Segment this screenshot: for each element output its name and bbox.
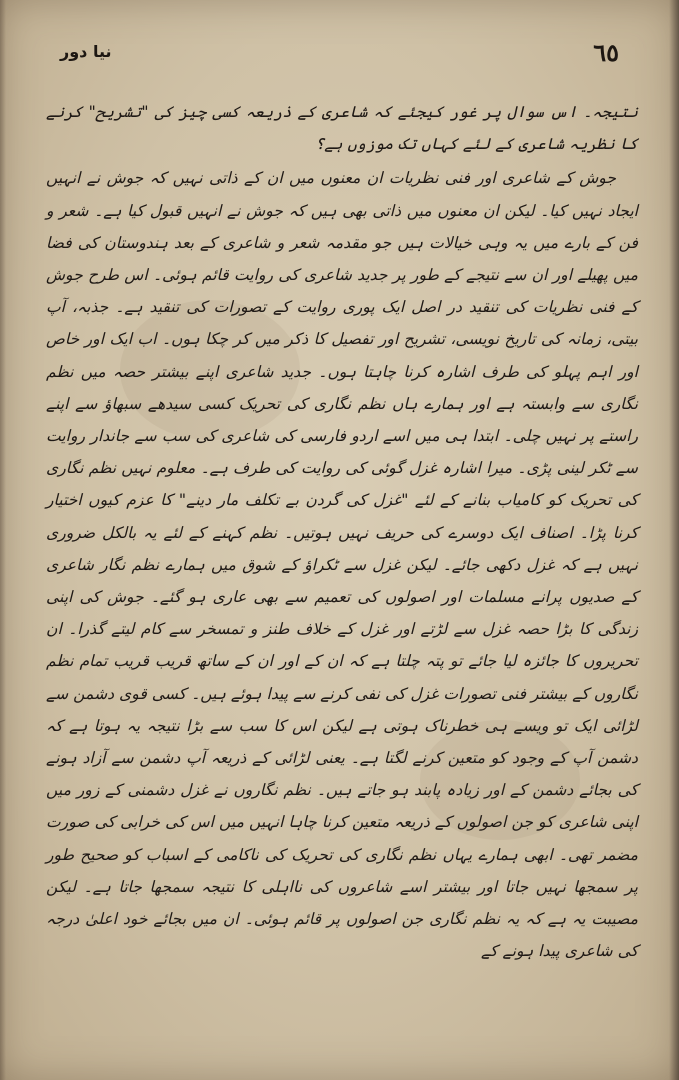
page-binding-shadow: [669, 0, 679, 1080]
body-text: [46, 96, 638, 967]
running-head: [60, 38, 619, 74]
page-number: ٦٥: [593, 38, 619, 67]
journal-name: نیا دور: [60, 42, 112, 61]
page-left-edge: [0, 0, 6, 1080]
paragraph-conclusion: نتیجہ۔ اس سوال پر غور کیجئے کہ شاعری کے ذریعہ کسی چیز کی "تشریح" کرنے کا نظریہ شاعری کے لئے کہاں تک موزوں ہے؟: [46, 103, 638, 154]
paragraph-main: جوش کے شاعری اور فنی نظریات ان معنوں میں ان کے ذاتی نہیں کہ جوش نے انہیں ایجاد نہیں کیا۔ لیکن ان معنوں میں ذاتی بھی ہیں کہ جوش نے انہیں قبول کیا ہے۔ شعر و فن کے بارے میں یہ وہی خیالات ہیں جو مقدمہ شعر و شاعری کے بعد ہندوستان کی فضا میں پھیلے اور ان سے نتیجے کے طور پر جدید شاعری کی روایت قائم ہوئی۔ اس طرح جوش کے فنی نظریات کی تنقید در اصل ایک پوری روایت کے تصورات کی تنقید ہے۔ جذبہ، آپ بیتی، زمانہ کی تاریخ نویسی، تشریح اور تفصیل کا ذکر میں کر چکا ہوں۔ اب ایک اور خاص اور اہم پہلو کی طرف اشارہ کرنا چاہتا ہوں۔ جدید شاعری اپنے بیشتر حصہ میں نظم نگاری سے وابستہ ہے اور ہمارے ہاں نظم نگاری کی تحریک کسی سیدھے سبھاؤ سے اپنے راستے پر نہیں چلی۔ ابتدا ہی میں اسے اردو فارسی کی شاعری کی سب سے جاندار روایت سے ٹکر لینی پڑی۔ میرا اشارہ غزل گوئی کی روایت کی طرف ہے۔ معلوم نہیں نظم نگاری کی تحریک کو کامیاب بنانے کے لئے "غزل کی گردن بے تکلف مار دینے" کا عزم کیوں اختیار کرنا پڑا۔ اصناف ایک دوسرے کی حریف نہیں ہوتیں۔ نظم کہنے کے لئے یہ بالکل ضروری نہیں ہے کہ غزل دکھی جائے۔ لیکن غزل سے ٹکراؤ کے شوق میں ہمارے نظم نگار شاعری کے صدیوں پرانے مسلمات اور اصولوں کی تعمیم سے بھی عاری ہو گئے۔ جوش کی اپنی زندگی کا بڑا حصہ غزل سے لڑتے اور غزل کے خلاف طنز و تمسخر سے کام لیتے گذرا۔ ان تحریروں کا جائزہ لیا جائے تو پتہ چلتا ہے کہ ان کے اور ان کے ساتھ قریب قریب تمام نظم نگاروں کے بیشتر فنی تصورات غزل کی نفی کرنے سے پیدا ہوئے ہیں۔ کسی قوی دشمن سے لڑائی ایک تو ویسے ہی خطرناک ہوتی ہے لیکن اس کا سب سے بڑا نتیجہ یہ ہوتا ہے کہ دشمن آپ کے وجود کو متعین کرنے لگتا ہے۔ یعنی لڑائی کے ذریعہ آپ دشمن سے آزاد ہونے کی بجائے دشمن کے اور زیادہ پابند ہو جاتے ہیں۔ نظم نگاروں نے غزل دشمنی کے زور میں اپنی شاعری کو جن اصولوں کے ذریعہ متعین کرنا چاہا انہیں میں اس کی خرابی کی صورت مضمر تھی۔ ابھی ہمارے یہاں نظم نگاری کی تحریک کی ناکامی کے اسباب کو صحیح طور پر سمجھا نہیں جاتا اور بیشتر اسے شاعروں کی نااہلی کا نتیجہ سمجھا جاتا ہے۔ لیکن مصیبت یہ ہے کہ یہ نظم نگاری جن اصولوں پر قائم ہوئی۔ ان میں بجائے خود اعلیٰ درجہ کی شاعری پیدا ہونے کے: [46, 169, 638, 961]
